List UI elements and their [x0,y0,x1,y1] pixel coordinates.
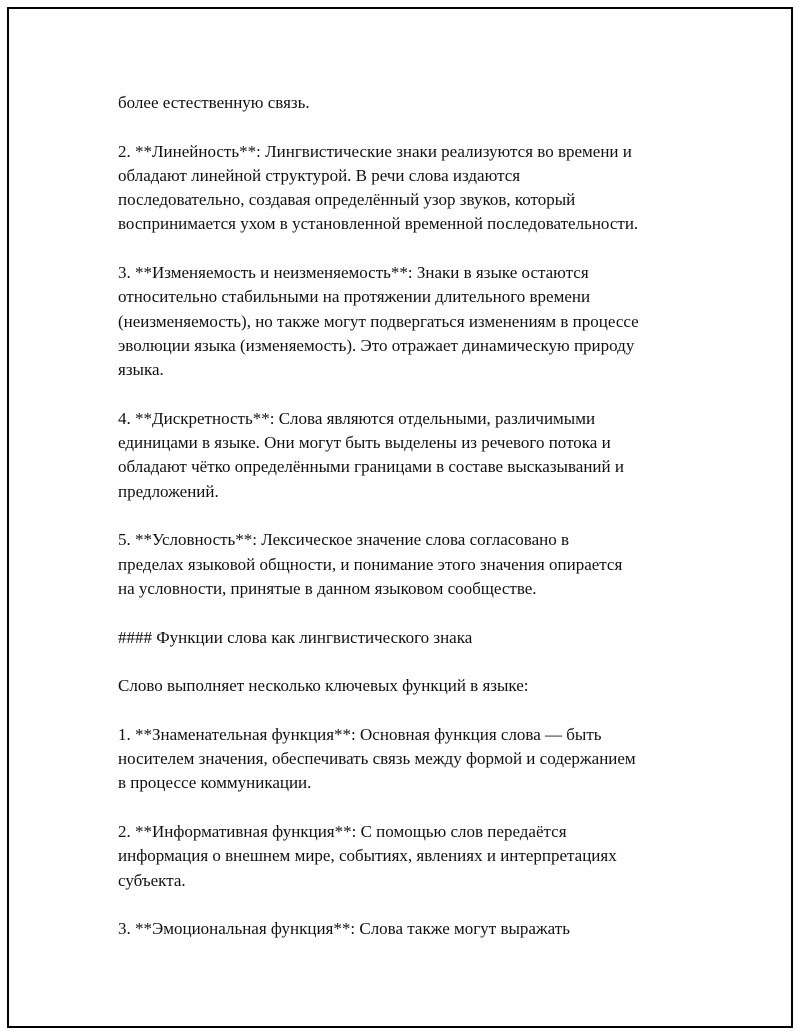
text-line: в процессе коммуникации. [118,773,312,793]
text-line: носителем значения, обеспечивать связь между формой и содержанием [118,749,636,769]
text-line: 3. **Эмоциональная функция**: Слова также могут выражать [118,919,570,939]
text-line: относительно стабильными на протяжении длительного времени [118,287,591,307]
text-line: воспринимается ухом в установленной временной последовательности. [118,214,639,234]
document-body [118,91,708,966]
text-line: на условности, принятые в данном языковом сообществе. [118,578,537,598]
paragraph-functions-intro [118,674,708,698]
paragraph-significative-function [118,723,708,796]
text-line: 5. **Условность**: Лексическое значение слова согласовано в [118,530,570,550]
paragraph-intro-fragment [118,91,708,115]
text-line: последовательно, создавая определённый узор звуков, который [118,190,576,210]
paragraph-emotional-function [118,917,708,941]
text-line: 2. **Информативная функция**: С помощью слов передаётся [118,821,567,841]
paragraph-conventionality [118,528,708,601]
paragraph-discreteness [118,407,708,504]
text-line: 2. **Линейность**: Лингвистические знаки реализуются во времени и [118,141,632,161]
paragraph-linearity [118,140,708,237]
text-line: 1. **Знаменательная функция**: Основная функция слова — быть [118,724,602,744]
section-heading [118,626,708,650]
text-line: информация о внешнем мире, событиях, явлениях и интерпретациях [118,846,617,866]
text-line: субъекта. [118,870,186,890]
text-line: более естественную связь. [118,93,310,112]
text-line: единицами в языке. Они могут быть выделены из речевого потока и [118,433,611,453]
text-line: языка. [118,360,164,380]
paragraph-informative-function [118,820,708,893]
paragraph-variability [118,261,708,382]
text-line: Слово выполняет несколько ключевых функций в языке: [118,676,529,696]
text-line: пределах языковой общности, и понимание этого значения опирается [118,554,623,574]
text-line: 4. **Дискретность**: Слова являются отдельными, различимыми [118,408,596,428]
text-line: эволюции языка (изменяемость). Это отражает динамическую природу [118,335,635,355]
text-line: обладают чётко определёнными границами в составе высказываний и [118,457,624,477]
text-line: обладают линейной структурой. В речи слова издаются [118,165,521,185]
text-line: #### Функции слова как лингвистического знака [118,627,473,647]
text-line: предложений. [118,481,219,501]
text-line: (неизменяемость), но также могут подвергаться изменениям в процессе [118,311,639,331]
text-line: 3. **Изменяемость и неизменяемость**: Знаки в языке остаются [118,263,589,283]
